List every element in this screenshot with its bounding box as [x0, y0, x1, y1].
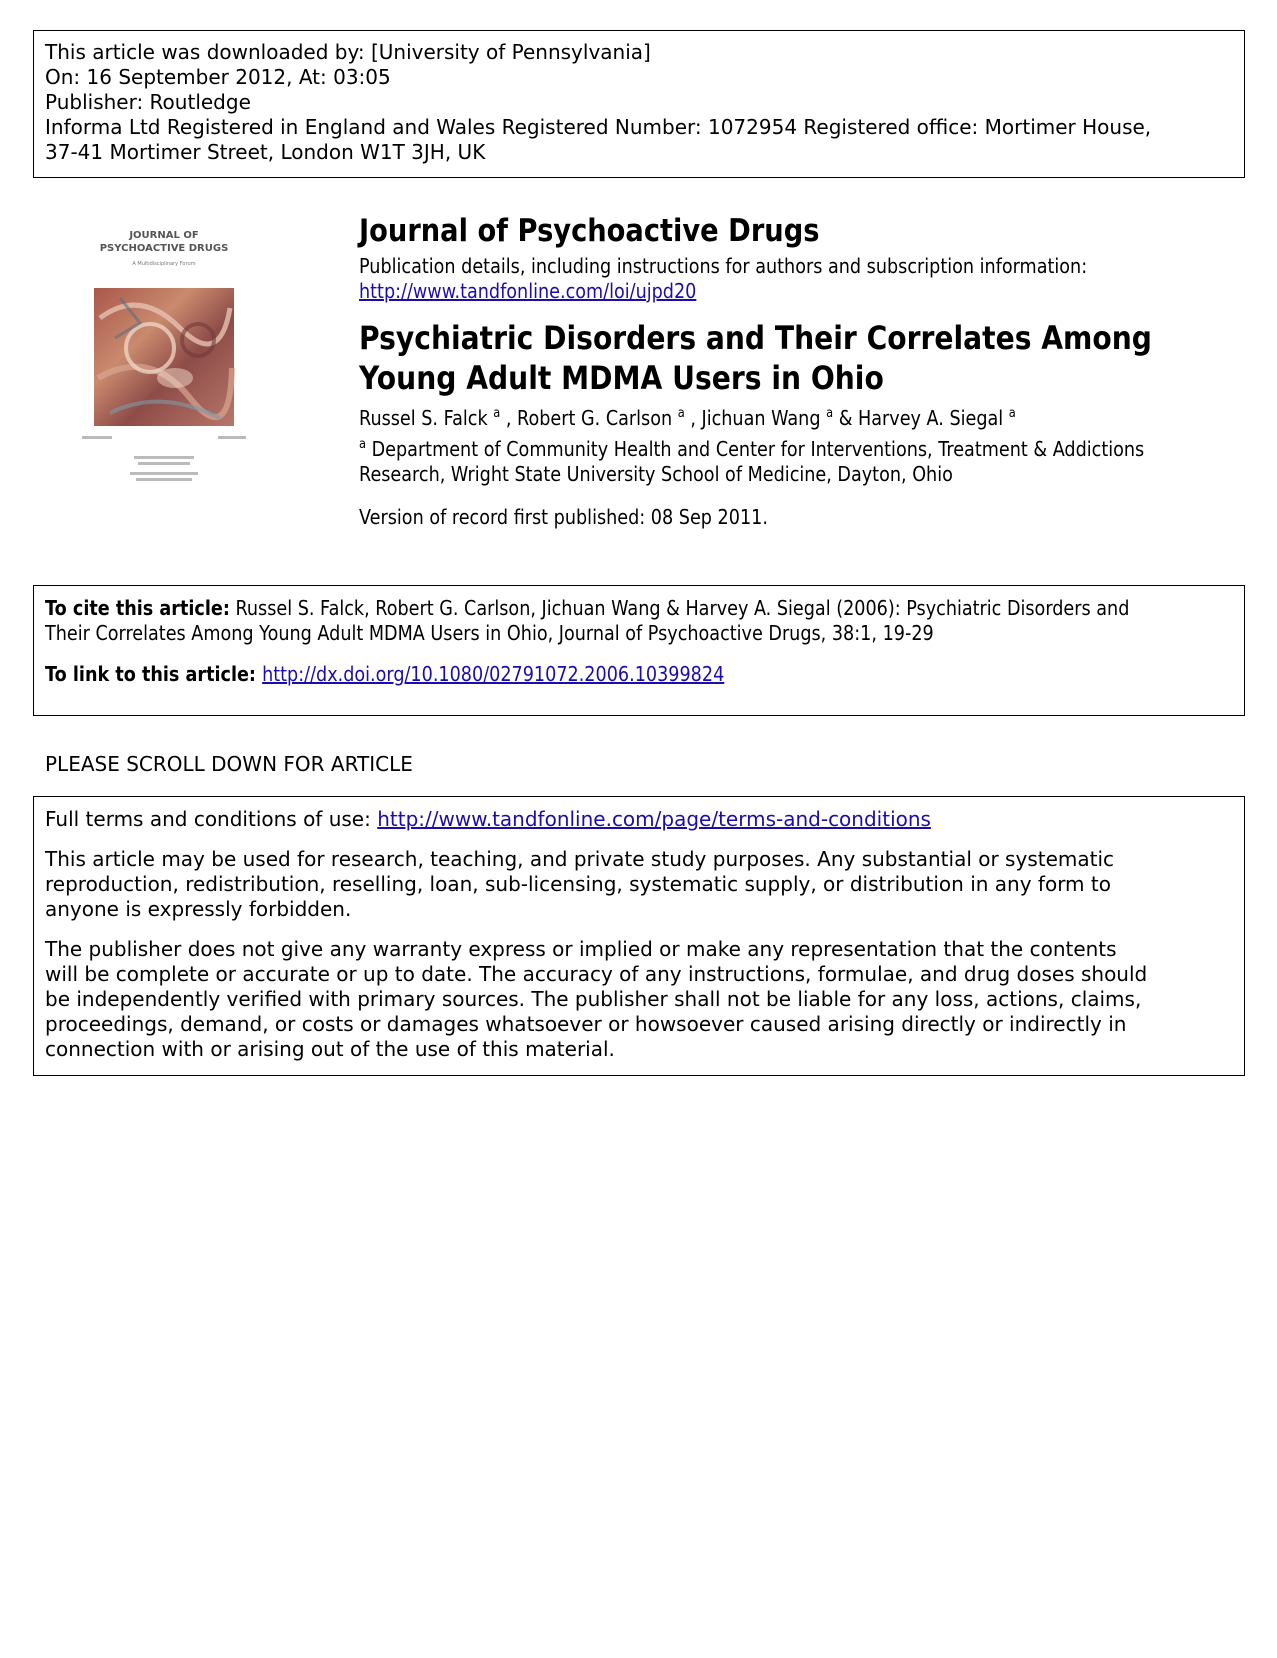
disclaimer-line: connection with or arising out of the use of this material. — [45, 1037, 615, 1061]
disclaimer-paragraph — [45, 937, 1147, 1062]
download-line: Publisher: Routledge — [45, 90, 251, 114]
author-name: Russel S. Falck — [359, 406, 488, 430]
citation-text — [45, 596, 1129, 646]
disclaimer-line: proceedings, demand, or costs or damages whatsoever or howsoever caused arising directly or indirectly in — [45, 1012, 1127, 1036]
author-separator: , — [500, 406, 518, 430]
citation-box — [33, 585, 1245, 716]
terms-line — [45, 807, 931, 832]
version-of-record: Version of record first published: 08 Sep 2011. — [359, 505, 768, 529]
usage-paragraph — [45, 847, 1114, 922]
disclaimer-line: be independently verified with primary sources. The publisher shall not be liable for any loss, actions, claims, — [45, 987, 1142, 1011]
author-separator: & — [833, 406, 859, 430]
cover-subtitle: A Multidisciplinary Forum — [132, 261, 196, 267]
download-line: This article was downloaded by: [University of Pennsylvania] — [45, 40, 651, 64]
doi-link[interactable]: http://dx.doi.org/10.1080/02791072.2006.10399824 — [262, 662, 725, 686]
download-line: On: 16 September 2012, At: 03:05 — [45, 65, 391, 89]
terms-box — [33, 796, 1245, 1076]
affiliation-line1: Department of Community Health and Center for Interventions, Treatment & Addictions — [366, 437, 1145, 461]
affiliation-line2: Research, Wright State University School of Medicine, Dayton, Ohio — [359, 462, 953, 486]
terms-label: Full terms and conditions of use: — [45, 807, 378, 831]
article-title-line2: Young Adult MDMA Users in Ohio — [359, 359, 884, 397]
affiliation — [359, 437, 1144, 487]
cover-title-line2: PSYCHOACTIVE DRUGS — [99, 243, 229, 254]
disclaimer-line: The publisher does not give any warranty express or implied or make any representation that the contents — [45, 937, 1117, 961]
usage-line: reproduction, redistribution, reselling, loan, sub-licensing, systematic supply, or distribution in any form to — [45, 872, 1111, 896]
cite-line2: Their Correlates Among Young Adult MDMA Users in Ohio, Journal of Psychoactive Drugs, 38:1, 19-29 — [45, 621, 934, 645]
author-name: Jichuan Wang — [701, 406, 821, 430]
cite-label: To cite this article: — [45, 596, 230, 620]
publication-details: Publication details, including instructions for authors and subscription information: — [359, 254, 1088, 278]
journal-url-link[interactable]: http://www.tandfonline.com/loi/ujpd20 — [359, 279, 697, 303]
download-info-box — [33, 30, 1245, 178]
journal-title: Journal of Psychoactive Drugs — [359, 213, 820, 249]
affiliation-mark: a — [359, 437, 367, 452]
author-affiliation-mark: a — [1008, 406, 1016, 421]
cover-title-line1: JOURNAL OF — [129, 230, 199, 241]
author-list — [359, 405, 1016, 431]
usage-line: anyone is expressly forbidden. — [45, 897, 352, 921]
author-name: Harvey A. Siegal — [858, 406, 1004, 430]
scroll-down-note: PLEASE SCROLL DOWN FOR ARTICLE — [45, 752, 413, 776]
author-affiliation-mark: a — [677, 406, 685, 421]
download-line: 37-41 Mortimer Street, London W1T 3JH, UK — [45, 140, 486, 164]
article-link-line — [45, 662, 724, 687]
author-name: Robert G. Carlson — [517, 406, 673, 430]
terms-link[interactable]: http://www.tandfonline.com/page/terms-and-conditions — [377, 807, 931, 831]
author-separator: , — [684, 406, 702, 430]
download-line: Informa Ltd Registered in England and Wales Registered Number: 1072954 Registered office: Mortimer House, — [45, 115, 1152, 139]
usage-line: This article may be used for research, teaching, and private study purposes. Any substantial or systematic — [45, 847, 1115, 871]
article-title-line1: Psychiatric Disorders and Their Correlates Among — [359, 319, 1152, 357]
cover-artwork — [94, 288, 234, 426]
cite-line1: Russel S. Falck, Robert G. Carlson, Jichuan Wang & Harvey A. Siegal (2006): Psychiatric Disorders and — [229, 596, 1130, 620]
link-label: To link to this article: — [45, 662, 263, 686]
author-affiliation-mark: a — [826, 406, 834, 421]
disclaimer-line: will be complete or accurate or up to date. The accuracy of any instructions, formulae, and drug doses should — [45, 962, 1148, 986]
journal-cover-image — [80, 228, 248, 496]
author-affiliation-mark: a — [493, 406, 501, 421]
